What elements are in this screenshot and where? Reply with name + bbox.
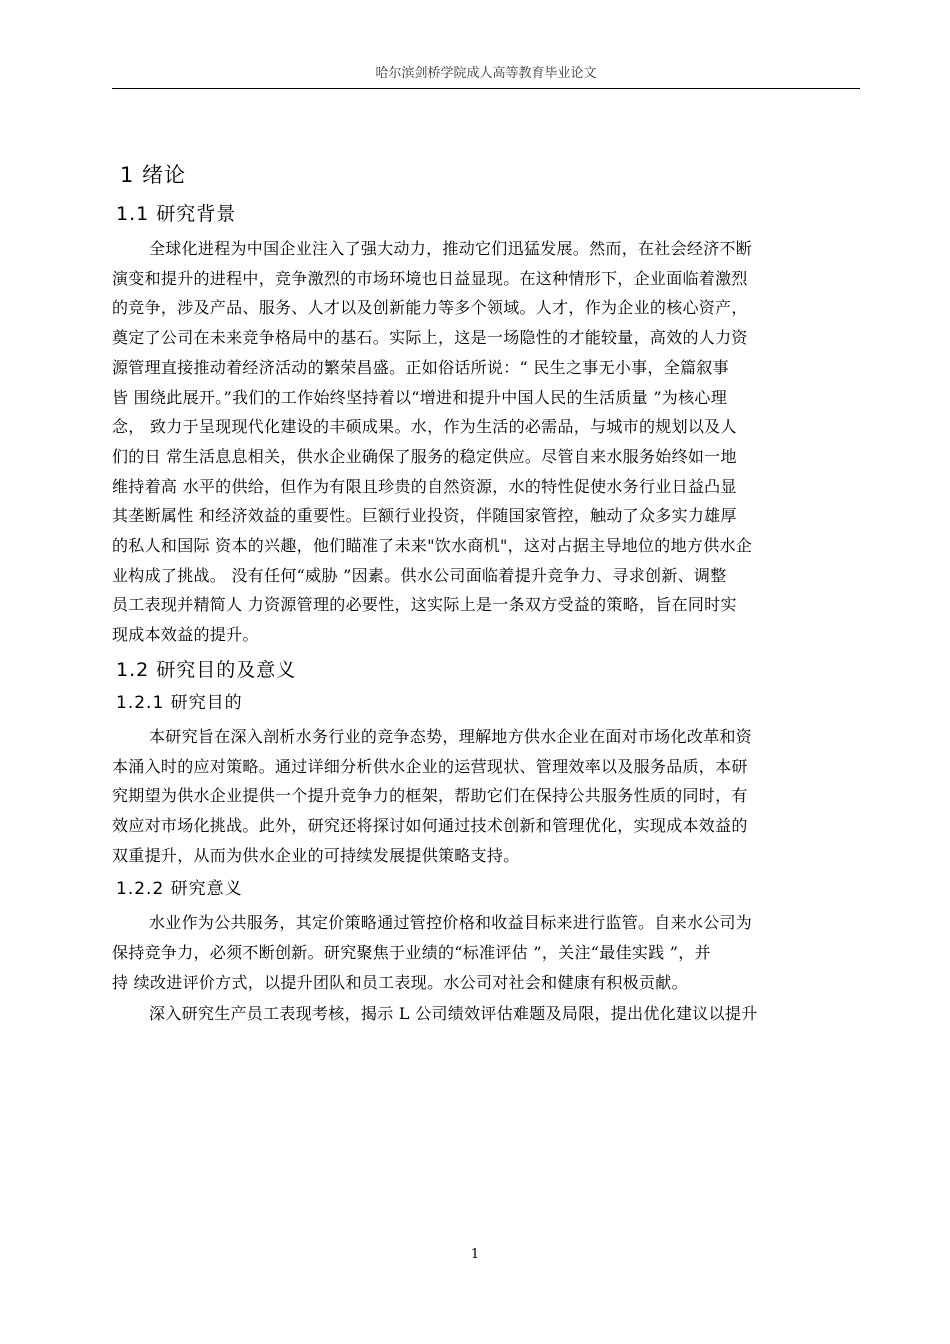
text-line: 其垄断属性 和经济效益的重要性。巨额行业投资，伴随国家管控，触动了众多实力雄厚 <box>112 506 737 526</box>
text-line: 本涌入时的应对策略。通过详细分析供水企业的运营现状、管理效率以及服务品质，本研 <box>112 756 748 776</box>
text-line: 全球化进程为中国企业注入了强大动力，推动它们迅猛发展。然而，在社会经济不断 <box>149 239 753 258</box>
text-line: 究期望为供水企业提供一个提升竞争力的框架，帮助它们在保持公共服务性质的同时，有 <box>112 786 748 806</box>
text-line: 的竞争，涉及产品、服务、人才以及创新能力等多个领域。人才，作为企业的核心资产， <box>112 298 748 318</box>
paragraph-research-background <box>112 234 864 650</box>
text-line: 皆 围绕此展开。”我们的工作始终坚持着以“增进和提升中国人民的生活质量 ”为核心理 <box>112 387 728 407</box>
text-line: 深入研究生产员工表现考核，揭示 L 公司绩效评估难题及局限，提出优化建议以提升 <box>149 1004 758 1024</box>
text-line: 双重提升，从而为供水企业的可持续发展提供策略支持。 <box>112 845 520 865</box>
text-line: 演变和提升的进程中，竞争激烈的市场环境也日益显现。在这种情形下，企业面临着激烈 <box>112 268 748 288</box>
text-line: 水业作为公共服务，其定价策略通过管控价格和收益目标来进行监管。自来水公司为 <box>149 913 753 933</box>
text-line: 的私人和国际 资本的兴趣，他们瞄准了未来"饮水商机"，这对占据主导地位的地方供水企 <box>112 536 753 556</box>
text-line: 现成本效益的提升。 <box>112 625 259 645</box>
text-line: 业构成了挑战。 没有任何“威胁 ”因素。供水公司面临着提升竞争力、寻求创新、调整 <box>112 565 727 585</box>
text-line: 维持着高 水平的供给，但作为有限且珍贵的自然资源，水的特性促使水务行业日益凸显 <box>112 476 737 496</box>
paragraph-research-purpose <box>112 722 864 871</box>
page-number: 1 <box>470 1247 480 1262</box>
paragraph-performance-study <box>112 999 864 1029</box>
chapter-title: 1 绪论 <box>120 163 187 187</box>
text-line: 效应对市场化挑战。此外，研究还将探讨如何通过技术创新和管理优化，实现成本效益的 <box>112 815 748 835</box>
section-title-1-2-1: 1.2.1 研究目的 <box>116 692 243 713</box>
text-line: 念， 致力于呈现现代化建设的丰硕成果。水，作为生活的必需品，与城市的规划以及人 <box>112 417 737 437</box>
section-title-1-2: 1.2 研究目的及意义 <box>116 658 297 681</box>
section-title-1-1: 1.1 研究背景 <box>116 203 237 225</box>
paragraph-research-significance <box>112 908 864 997</box>
text-line: 奠定了公司在未来竞争格局中的基石。实际上，这是一场隐性的才能较量，高效的人力资 <box>112 328 748 348</box>
section-title-1-2-2: 1.2.2 研究意义 <box>116 879 243 900</box>
text-line: 源管理直接推动着经济活动的繁荣昌盛。正如俗话所说：“ 民生之事无小事，全篇叙事 <box>112 357 729 377</box>
document-body <box>112 160 864 1031</box>
text-line: 持 续改进评价方式，以提升团队和员工表现。水公司对社会和健康有积极贡献。 <box>112 972 688 992</box>
text-line: 保持竞争力，必须不断创新。研究聚焦于业绩的“标准评估 ”，关注“最佳实践 ”，并 <box>112 943 711 963</box>
text-line: 本研究旨在深入剖析水务行业的竞争态势，理解地方供水企业在面对市场化改革和资 <box>149 726 753 746</box>
page-header: 哈尔滨剑桥学院成人高等教育毕业论文 <box>112 66 860 89</box>
text-line: 们的日 常生活息息相关，供水企业确保了服务的稳定供应。尽管自来水服务始终如一地 <box>112 446 737 466</box>
text-line: 员工表现并精简人 力资源管理的必要性，这实际上是一条双方受益的策略，旨在同时实 <box>112 595 737 615</box>
